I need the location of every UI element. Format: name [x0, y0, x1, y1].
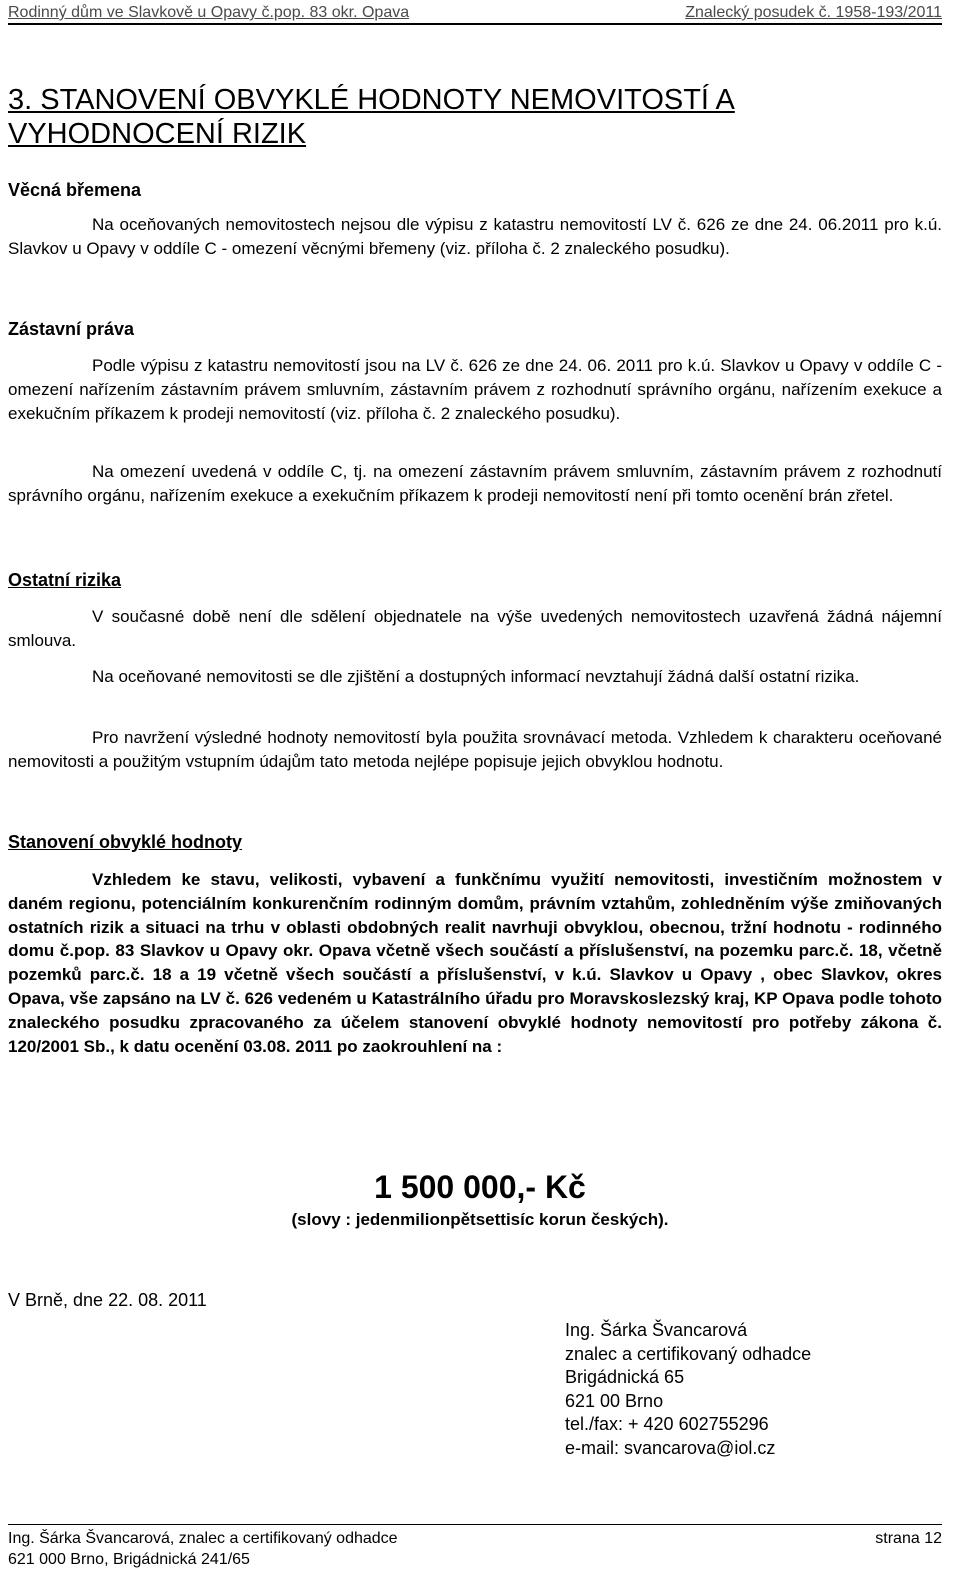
paragraph-vecna-bremena-text: Na oceňovaných nemovitostech nejsou dle výpisu z katastru nemovitostí LV č. 626 ze dne 24. 06.2011 pro k.ú. Slavkov u Opavy v oddíle C - omezení věcnými břemeny (viz. příloha č. 2 znaleckého posudku).: [8, 215, 942, 258]
paragraph-zastavni-1-text: Podle výpisu z katastru nemovitostí jsou na LV č. 626 ze dne 24. 06. 2011 pro k.ú. Slavkov u Opavy v oddíle C - omezení nařízením zástavním právem smluvním, zástavním právem z rozhodnutí správního orgánu, nařízením exekuce a exekučním příkazem k prodeji nemovitostí (viz. příloha č. 2 znaleckého posudku).: [8, 356, 942, 423]
paragraph-stanoveni-text: Vzhledem ke stavu, velikosti, vybavení a funkčnímu využití nemovitosti, investičním možnostem v daném regionu, potenciálním konkurenčním rodinným domům, právním vztahům, zohledněním výše zmiňovaných ostatních rizik a situaci na trhu v oblasti obdobných realit navrhuji obvyklou, obecnou, tržní hodnotu - rodinného domu č.pop. 83 Slavkov u Opavy okr. Opava včetně všech součástí a příslušenství, na pozemku parc.č. 18, včetně pozemků parc.č. 18 a 19 včetně všech součástí a příslušenství, v k.ú. Slavkov u Opavy , obec Slavkov, okres Opava, vše zapsáno na LV č. 626 vedeném u Katastrálního úřadu pro Moravskoslezský kraj, KP Opava podle tohoto znaleckého posudku zpracovaného za účelem stanovení obvyklé hodnoty nemovitostí pro potřeby zákona č. 120/2001 Sb., k datu ocenění 03.08. 2011 po zaokrouhlení na :: [8, 870, 942, 1056]
signature-block: [565, 1319, 811, 1460]
paragraph-zastavni-2: [8, 460, 942, 508]
heading-vecna-bremena: Věcná břemena: [8, 180, 142, 200]
signature-email: e-mail: svancarova@iol.cz: [565, 1437, 776, 1458]
heading-stanoveni-hodnoty: Stanovení obvyklé hodnoty: [8, 832, 243, 852]
section-title: 3. STANOVENÍ OBVYKLÉ HODNOTY NEMOVITOSTÍ A VYHODNOCENÍ RIZIK: [8, 84, 735, 150]
valuation-amount: 1 500 000,- Kč: [374, 1169, 586, 1205]
signature-phone: tel./fax: + 420 602755296: [565, 1414, 769, 1434]
signature-name: Ing. Šárka Švancarová: [565, 1320, 748, 1340]
paragraph-ostatni-2-text: Na oceňované nemovitosti se dle zjištění a dostupných informací nevztahují žádná další ostatní rizika.: [92, 667, 860, 686]
signature-role: znalec a certifikovaný odhadce: [565, 1343, 812, 1364]
paragraph-ostatni-1-text: V současné době není dle sdělení objednatele na výše uvedených nemovitostech uzavřená žádná nájemní smlouva.: [8, 607, 942, 650]
paragraph-ostatni-1: [8, 605, 942, 653]
signature-city: 621 00 Brno: [565, 1390, 664, 1411]
paragraph-ostatni-2: [8, 665, 942, 689]
place-and-date: V Brně, dne 22. 08. 2011: [8, 1290, 207, 1310]
footer-author: Ing. Šárka Švancarová, znalec a certifikovaný odhadce: [8, 1530, 398, 1547]
header-report-number: Znalecký posudek č. 1958-193/2011: [685, 4, 942, 21]
heading-zastavni-prava: Zástavní práva: [8, 319, 135, 339]
paragraph-zastavni-1: [8, 354, 942, 426]
paragraph-vecna-bremena: [8, 213, 942, 261]
paragraph-zastavni-2-text: Na omezení uvedená v oddíle C, tj. na omezení zástavním právem smluvním, zástavním právem z rozhodnutí správního orgánu, nařízením exekuce a exekučním příkazem k prodeji nemovitostí není při tomto ocenění brán zřetel.: [8, 462, 942, 505]
page-footer: [8, 1524, 942, 1570]
paragraph-stanoveni: [8, 868, 942, 1058]
signature-street: Brigádnická 65: [565, 1367, 685, 1387]
page-header: [8, 2, 942, 25]
heading-ostatni-rizika: Ostatní rizika: [8, 570, 122, 590]
paragraph-ostatni-3: [8, 726, 942, 774]
header-document-subject: Rodinný dům ve Slavkově u Opavy č.pop. 83 okr. Opava: [8, 4, 410, 21]
footer-page-number: strana 12: [875, 1530, 942, 1547]
footer-address: 621 000 Brno, Brigádnická 241/65: [8, 1551, 250, 1568]
valuation-in-words: (slovy : jedenmilionpětsettisíc korun českých).: [291, 1210, 669, 1229]
paragraph-ostatni-3-text: Pro navržení výsledné hodnoty nemovitostí byla použita srovnávací metoda. Vzhledem k charakteru oceňované nemovitosti a použitým vstupním údajům tato metoda nejlépe popisuje jejich obvyklou hodnotu.: [8, 728, 942, 771]
